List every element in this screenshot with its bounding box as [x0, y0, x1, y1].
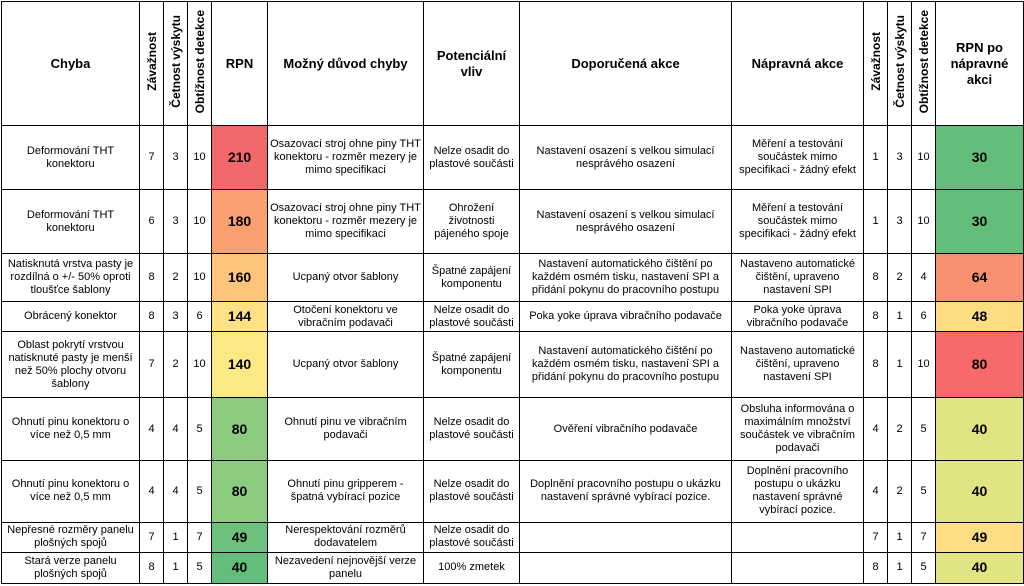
- cell-obtiznost-2: 7: [912, 522, 936, 552]
- cell-doporucena: Nastavení automatického čištění po každém osmém tisku, nastavení SPI a přidání pokynu do pracovního postupu: [520, 332, 732, 398]
- cell-doporucena: [520, 522, 732, 552]
- cell-cetnost: 2: [164, 332, 188, 398]
- header-napravna: Nápravná akce: [732, 2, 864, 126]
- header-chyba: Chyba: [2, 2, 140, 126]
- cell-chyba: Oblast pokrytí vrstvou natisknuté pasty je menší než 50% plochy otvoru šablony: [2, 332, 140, 398]
- header-obtiznost-2: [912, 2, 936, 126]
- cell-vliv: 100% zmetek: [424, 552, 520, 583]
- header-obtiznost: [188, 2, 212, 126]
- cell-rpn-po: 49: [936, 522, 1024, 552]
- cell-doporucena: [520, 552, 732, 583]
- cell-chyba: Obrácený konektor: [2, 302, 140, 332]
- cell-napravna: Obsluha informována o maximálním množství součástek ve vibračním podavači: [732, 398, 864, 460]
- cell-cetnost: 3: [164, 190, 188, 254]
- header-zavaznost-2-text: Závažnost: [868, 32, 883, 91]
- cell-obtiznost: 5: [188, 460, 212, 522]
- cell-napravna: Nastaveno automatické čištění, upraveno nastavení SPI: [732, 254, 864, 302]
- cell-napravna: [732, 552, 864, 583]
- header-zavaznost-2: [864, 2, 888, 126]
- header-obtiznost-text: Obtížnost detekce: [192, 9, 207, 114]
- header-row: [2, 2, 1024, 126]
- cell-obtiznost: 10: [188, 332, 212, 398]
- cell-obtiznost: 5: [188, 552, 212, 583]
- cell-napravna: [732, 522, 864, 552]
- cell-vliv: Nelze osadit do plastové součásti: [424, 398, 520, 460]
- cell-obtiznost-2: 6: [912, 302, 936, 332]
- cell-zavaznost-2: 4: [864, 460, 888, 522]
- cell-cetnost: 1: [164, 552, 188, 583]
- cell-cetnost-2: 1: [888, 302, 912, 332]
- cell-chyba: Natisknutá vrstva pasty je rozdílná o +/- 50% oproti tloušťce šablony: [2, 254, 140, 302]
- cell-obtiznost-2: 10: [912, 332, 936, 398]
- cell-obtiznost-2: 5: [912, 398, 936, 460]
- cell-cetnost-2: 3: [888, 126, 912, 190]
- cell-zavaznost: 7: [140, 522, 164, 552]
- table-row: [2, 126, 1024, 190]
- cell-rpn: 144: [212, 302, 268, 332]
- cell-cetnost-2: 2: [888, 254, 912, 302]
- cell-rpn-po: 40: [936, 460, 1024, 522]
- table-row: [2, 460, 1024, 522]
- header-rpn: RPN: [212, 2, 268, 126]
- table-row: [2, 302, 1024, 332]
- cell-cetnost: 4: [164, 460, 188, 522]
- header-cetnost-2-text: Četnost výskytu: [892, 15, 907, 108]
- cell-zavaznost: 6: [140, 190, 164, 254]
- cell-cetnost: 3: [164, 302, 188, 332]
- cell-obtiznost: 6: [188, 302, 212, 332]
- table-row: [2, 398, 1024, 460]
- cell-obtiznost-2: 4: [912, 254, 936, 302]
- cell-cetnost-2: 3: [888, 190, 912, 254]
- cell-cetnost-2: 2: [888, 460, 912, 522]
- cell-zavaznost-2: 1: [864, 126, 888, 190]
- cell-vliv: Nelze osadit do plastové součásti: [424, 522, 520, 552]
- cell-duvod: Nerespektování rozměrů dodavatelem: [268, 522, 424, 552]
- table-row: [2, 552, 1024, 583]
- cell-zavaznost-2: 8: [864, 302, 888, 332]
- cell-vliv: Nelze osadit do plastové součásti: [424, 126, 520, 190]
- cell-chyba: Ohnutí pinu konektoru o více než 0,5 mm: [2, 398, 140, 460]
- cell-cetnost-2: 1: [888, 552, 912, 583]
- cell-rpn: 180: [212, 190, 268, 254]
- cell-chyba: Deformování THT konektoru: [2, 126, 140, 190]
- cell-chyba: Stará verze panelu plošných spojů: [2, 552, 140, 583]
- cell-chyba: Nepřesné rozměry panelu plošných spojů: [2, 522, 140, 552]
- cell-cetnost-2: 1: [888, 332, 912, 398]
- cell-rpn-po: 80: [936, 332, 1024, 398]
- cell-rpn-po: 30: [936, 190, 1024, 254]
- cell-napravna: Poka yoke úprava vibračního podavače: [732, 302, 864, 332]
- cell-duvod: Ohnutí pinu gripperem - špatná vybírací pozice: [268, 460, 424, 522]
- cell-doporucena: Doplnění pracovního postupu o ukázku nastavení správné vybírací pozice.: [520, 460, 732, 522]
- header-cetnost-text: Četnost výskytu: [168, 15, 183, 108]
- cell-napravna: Nastaveno automatické čištění, upraveno nastavení SPI: [732, 332, 864, 398]
- cell-obtiznost: 10: [188, 126, 212, 190]
- cell-cetnost-2: 2: [888, 398, 912, 460]
- table-row: [2, 190, 1024, 254]
- fmea-table: [1, 1, 1024, 584]
- cell-zavaznost-2: 8: [864, 332, 888, 398]
- cell-obtiznost: 10: [188, 190, 212, 254]
- cell-duvod: Osazovací stroj ohne piny THT konektoru - rozměr mezery je mimo specifikaci: [268, 190, 424, 254]
- header-vliv: Potenciální vliv: [424, 2, 520, 126]
- cell-cetnost: 2: [164, 254, 188, 302]
- cell-obtiznost: 5: [188, 398, 212, 460]
- cell-cetnost-2: 1: [888, 522, 912, 552]
- cell-napravna: Doplnění pracovního postupu o ukázku nastavení správné vybírací pozice.: [732, 460, 864, 522]
- cell-rpn: 160: [212, 254, 268, 302]
- table-row: [2, 332, 1024, 398]
- cell-zavaznost: 8: [140, 552, 164, 583]
- cell-chyba: Deformování THT konektoru: [2, 190, 140, 254]
- cell-zavaznost-2: 1: [864, 190, 888, 254]
- cell-vliv: Nelze osadit do plastové součásti: [424, 460, 520, 522]
- header-cetnost: [164, 2, 188, 126]
- cell-cetnost: 4: [164, 398, 188, 460]
- cell-napravna: Měření a testování součástek mimo specifikaci - žádný efekt: [732, 126, 864, 190]
- cell-obtiznost-2: 5: [912, 552, 936, 583]
- cell-doporucena: Ověření vibračního podavače: [520, 398, 732, 460]
- cell-doporucena: Poka yoke úprava vibračního podavače: [520, 302, 732, 332]
- table-row: [2, 522, 1024, 552]
- cell-duvod: Otočení konektoru ve vibračním podavači: [268, 302, 424, 332]
- table-row: [2, 254, 1024, 302]
- header-rpn-po: RPN po nápravné akci: [936, 2, 1024, 126]
- cell-obtiznost-2: 10: [912, 126, 936, 190]
- cell-vliv: Špatné zapájení komponentu: [424, 332, 520, 398]
- cell-vliv: Špatné zapájení komponentu: [424, 254, 520, 302]
- cell-rpn-po: 40: [936, 398, 1024, 460]
- header-cetnost-2: [888, 2, 912, 126]
- cell-doporucena: Nastavení automatického čištění po každém osmém tisku, nastavení SPI a přidání pokynu do pracovního postupu: [520, 254, 732, 302]
- cell-zavaznost: 4: [140, 398, 164, 460]
- cell-zavaznost-2: 7: [864, 522, 888, 552]
- cell-napravna: Měření a testování součástek mimo specifikaci - žádný efekt: [732, 190, 864, 254]
- cell-obtiznost-2: 10: [912, 190, 936, 254]
- cell-duvod: Ucpaný otvor šablony: [268, 332, 424, 398]
- cell-rpn-po: 64: [936, 254, 1024, 302]
- cell-obtiznost-2: 5: [912, 460, 936, 522]
- cell-rpn-po: 40: [936, 552, 1024, 583]
- cell-cetnost: 1: [164, 522, 188, 552]
- cell-zavaznost: 8: [140, 254, 164, 302]
- table-body: [2, 126, 1024, 584]
- cell-duvod: Ohnutí pinu ve vibračním podavači: [268, 398, 424, 460]
- cell-rpn: 80: [212, 398, 268, 460]
- cell-rpn: 40: [212, 552, 268, 583]
- cell-zavaznost: 7: [140, 332, 164, 398]
- cell-rpn-po: 30: [936, 126, 1024, 190]
- cell-zavaznost: 7: [140, 126, 164, 190]
- header-doporucena: Doporučená akce: [520, 2, 732, 126]
- cell-doporucena: Nastavení osazení s velkou simulací nesprávého osazení: [520, 190, 732, 254]
- cell-rpn: 49: [212, 522, 268, 552]
- cell-rpn-po: 48: [936, 302, 1024, 332]
- cell-chyba: Ohnutí pinu konektoru o více než 0,5 mm: [2, 460, 140, 522]
- cell-duvod: Ucpaný otvor šablony: [268, 254, 424, 302]
- cell-cetnost: 3: [164, 126, 188, 190]
- cell-zavaznost-2: 8: [864, 254, 888, 302]
- header-zavaznost-text: Závažnost: [144, 32, 159, 91]
- cell-duvod: Nezavedení nejnovější verze panelu: [268, 552, 424, 583]
- cell-vliv: Nelze osadit do plastové součásti: [424, 302, 520, 332]
- cell-zavaznost: 8: [140, 302, 164, 332]
- cell-rpn: 140: [212, 332, 268, 398]
- cell-obtiznost: 7: [188, 522, 212, 552]
- cell-zavaznost: 4: [140, 460, 164, 522]
- cell-rpn: 210: [212, 126, 268, 190]
- cell-rpn: 80: [212, 460, 268, 522]
- header-zavaznost: [140, 2, 164, 126]
- header-duvod: Možný důvod chyby: [268, 2, 424, 126]
- cell-obtiznost: 10: [188, 254, 212, 302]
- cell-doporucena: Nastavení osazení s velkou simulací nesprávého osazení: [520, 126, 732, 190]
- cell-duvod: Osazovací stroj ohne piny THT konektoru - rozměr mezery je mimo specifikaci: [268, 126, 424, 190]
- cell-vliv: Ohrožení životnosti pájeného spoje: [424, 190, 520, 254]
- cell-zavaznost-2: 8: [864, 552, 888, 583]
- header-obtiznost-2-text: Obtížnost detekce: [916, 9, 931, 114]
- cell-zavaznost-2: 4: [864, 398, 888, 460]
